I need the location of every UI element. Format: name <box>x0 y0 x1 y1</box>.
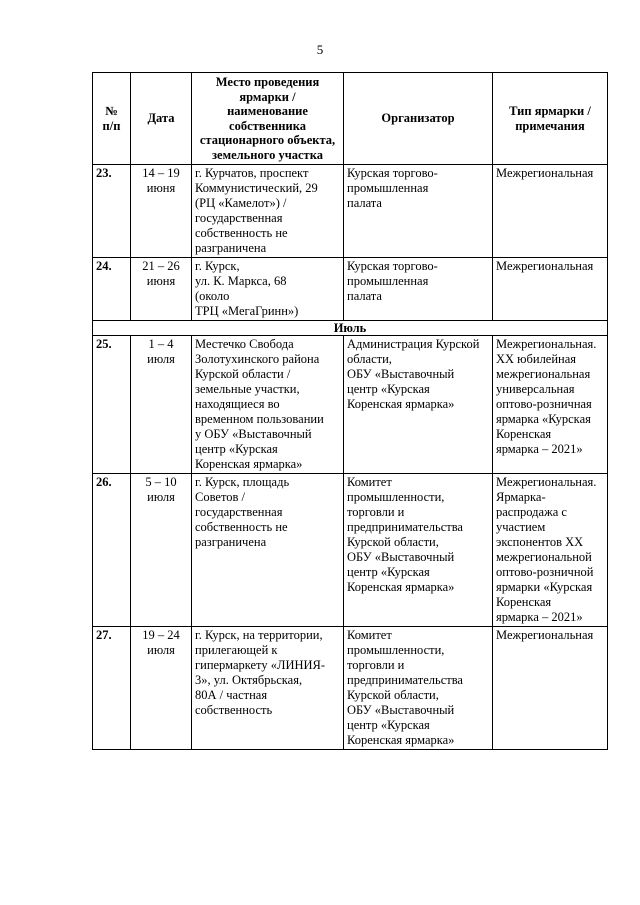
row-place: г. Курск, на территории, прилегающей к гипермаркету «ЛИНИЯ- 3», ул. Октябрьская, 80А / частная собственность <box>192 627 344 750</box>
row-date: 14 – 19 июня <box>131 165 192 258</box>
table-row <box>93 165 608 258</box>
row-organizer: Комитет промышленности, торговли и предпринимательства Курской области, ОБУ «Выставочный центр «Курская Коренская ярмарка» <box>344 627 493 750</box>
row-number: 25. <box>93 336 131 474</box>
row-place: г. Курск, площадь Советов / государственная собственность не разграничена <box>192 474 344 627</box>
row-organizer: Комитет промышленности, торговли и предпринимательства Курской области, ОБУ «Выставочный центр «Курская Коренская ярмарка» <box>344 474 493 627</box>
row-number: 23. <box>93 165 131 258</box>
row-number: 27. <box>93 627 131 750</box>
fairs-table <box>92 72 608 750</box>
header-num: № п/п <box>93 73 131 165</box>
month-row-july <box>93 321 608 336</box>
row-date: 21 – 26 июня <box>131 258 192 321</box>
row-date: 19 – 24 июля <box>131 627 192 750</box>
table-row <box>93 627 608 750</box>
header-date: Дата <box>131 73 192 165</box>
table-row <box>93 474 608 627</box>
header-type: Тип ярмарки / примечания <box>493 73 608 165</box>
row-organizer: Курская торгово- промышленная палата <box>344 165 493 258</box>
table-row <box>93 336 608 474</box>
header-place: Место проведения ярмарки / наименование собственника стационарного объекта, земельного участка <box>192 73 344 165</box>
row-date: 1 – 4 июля <box>131 336 192 474</box>
row-date: 5 – 10 июля <box>131 474 192 627</box>
month-label: Июль <box>93 321 608 336</box>
row-organizer: Администрация Курской области, ОБУ «Выставочный центр «Курская Коренская ярмарка» <box>344 336 493 474</box>
table-header-row <box>93 73 608 165</box>
row-type: Межрегиональная <box>493 627 608 750</box>
row-place: г. Курчатов, проспект Коммунистический, 29 (РЦ «Камелот») / государственная собственность не разграничена <box>192 165 344 258</box>
row-type: Межрегиональная. XX юбилейная межрегиональная универсальная оптово-розничная ярмарка «Курская Коренская ярмарка – 2021» <box>493 336 608 474</box>
row-type: Межрегиональная. Ярмарка- распродажа с участием экспонентов XX межрегиональной оптово-розничной ярмарки «Курская Коренская ярмарка – 2021» <box>493 474 608 627</box>
row-type: Межрегиональная <box>493 258 608 321</box>
row-place: Местечко Свобода Золотухинского района Курской области / земельные участки, находящиеся во временном пользовании у ОБУ «Выставочный центр «Курская Коренская ярмарка» <box>192 336 344 474</box>
row-organizer: Курская торгово- промышленная палата <box>344 258 493 321</box>
row-place: г. Курск, ул. К. Маркса, 68 (около ТРЦ «МегаГринн») <box>192 258 344 321</box>
header-organizer: Организатор <box>344 73 493 165</box>
row-number: 24. <box>93 258 131 321</box>
row-type: Межрегиональная <box>493 165 608 258</box>
page-number: 5 <box>316 42 324 57</box>
row-number: 26. <box>93 474 131 627</box>
table-row <box>93 258 608 321</box>
